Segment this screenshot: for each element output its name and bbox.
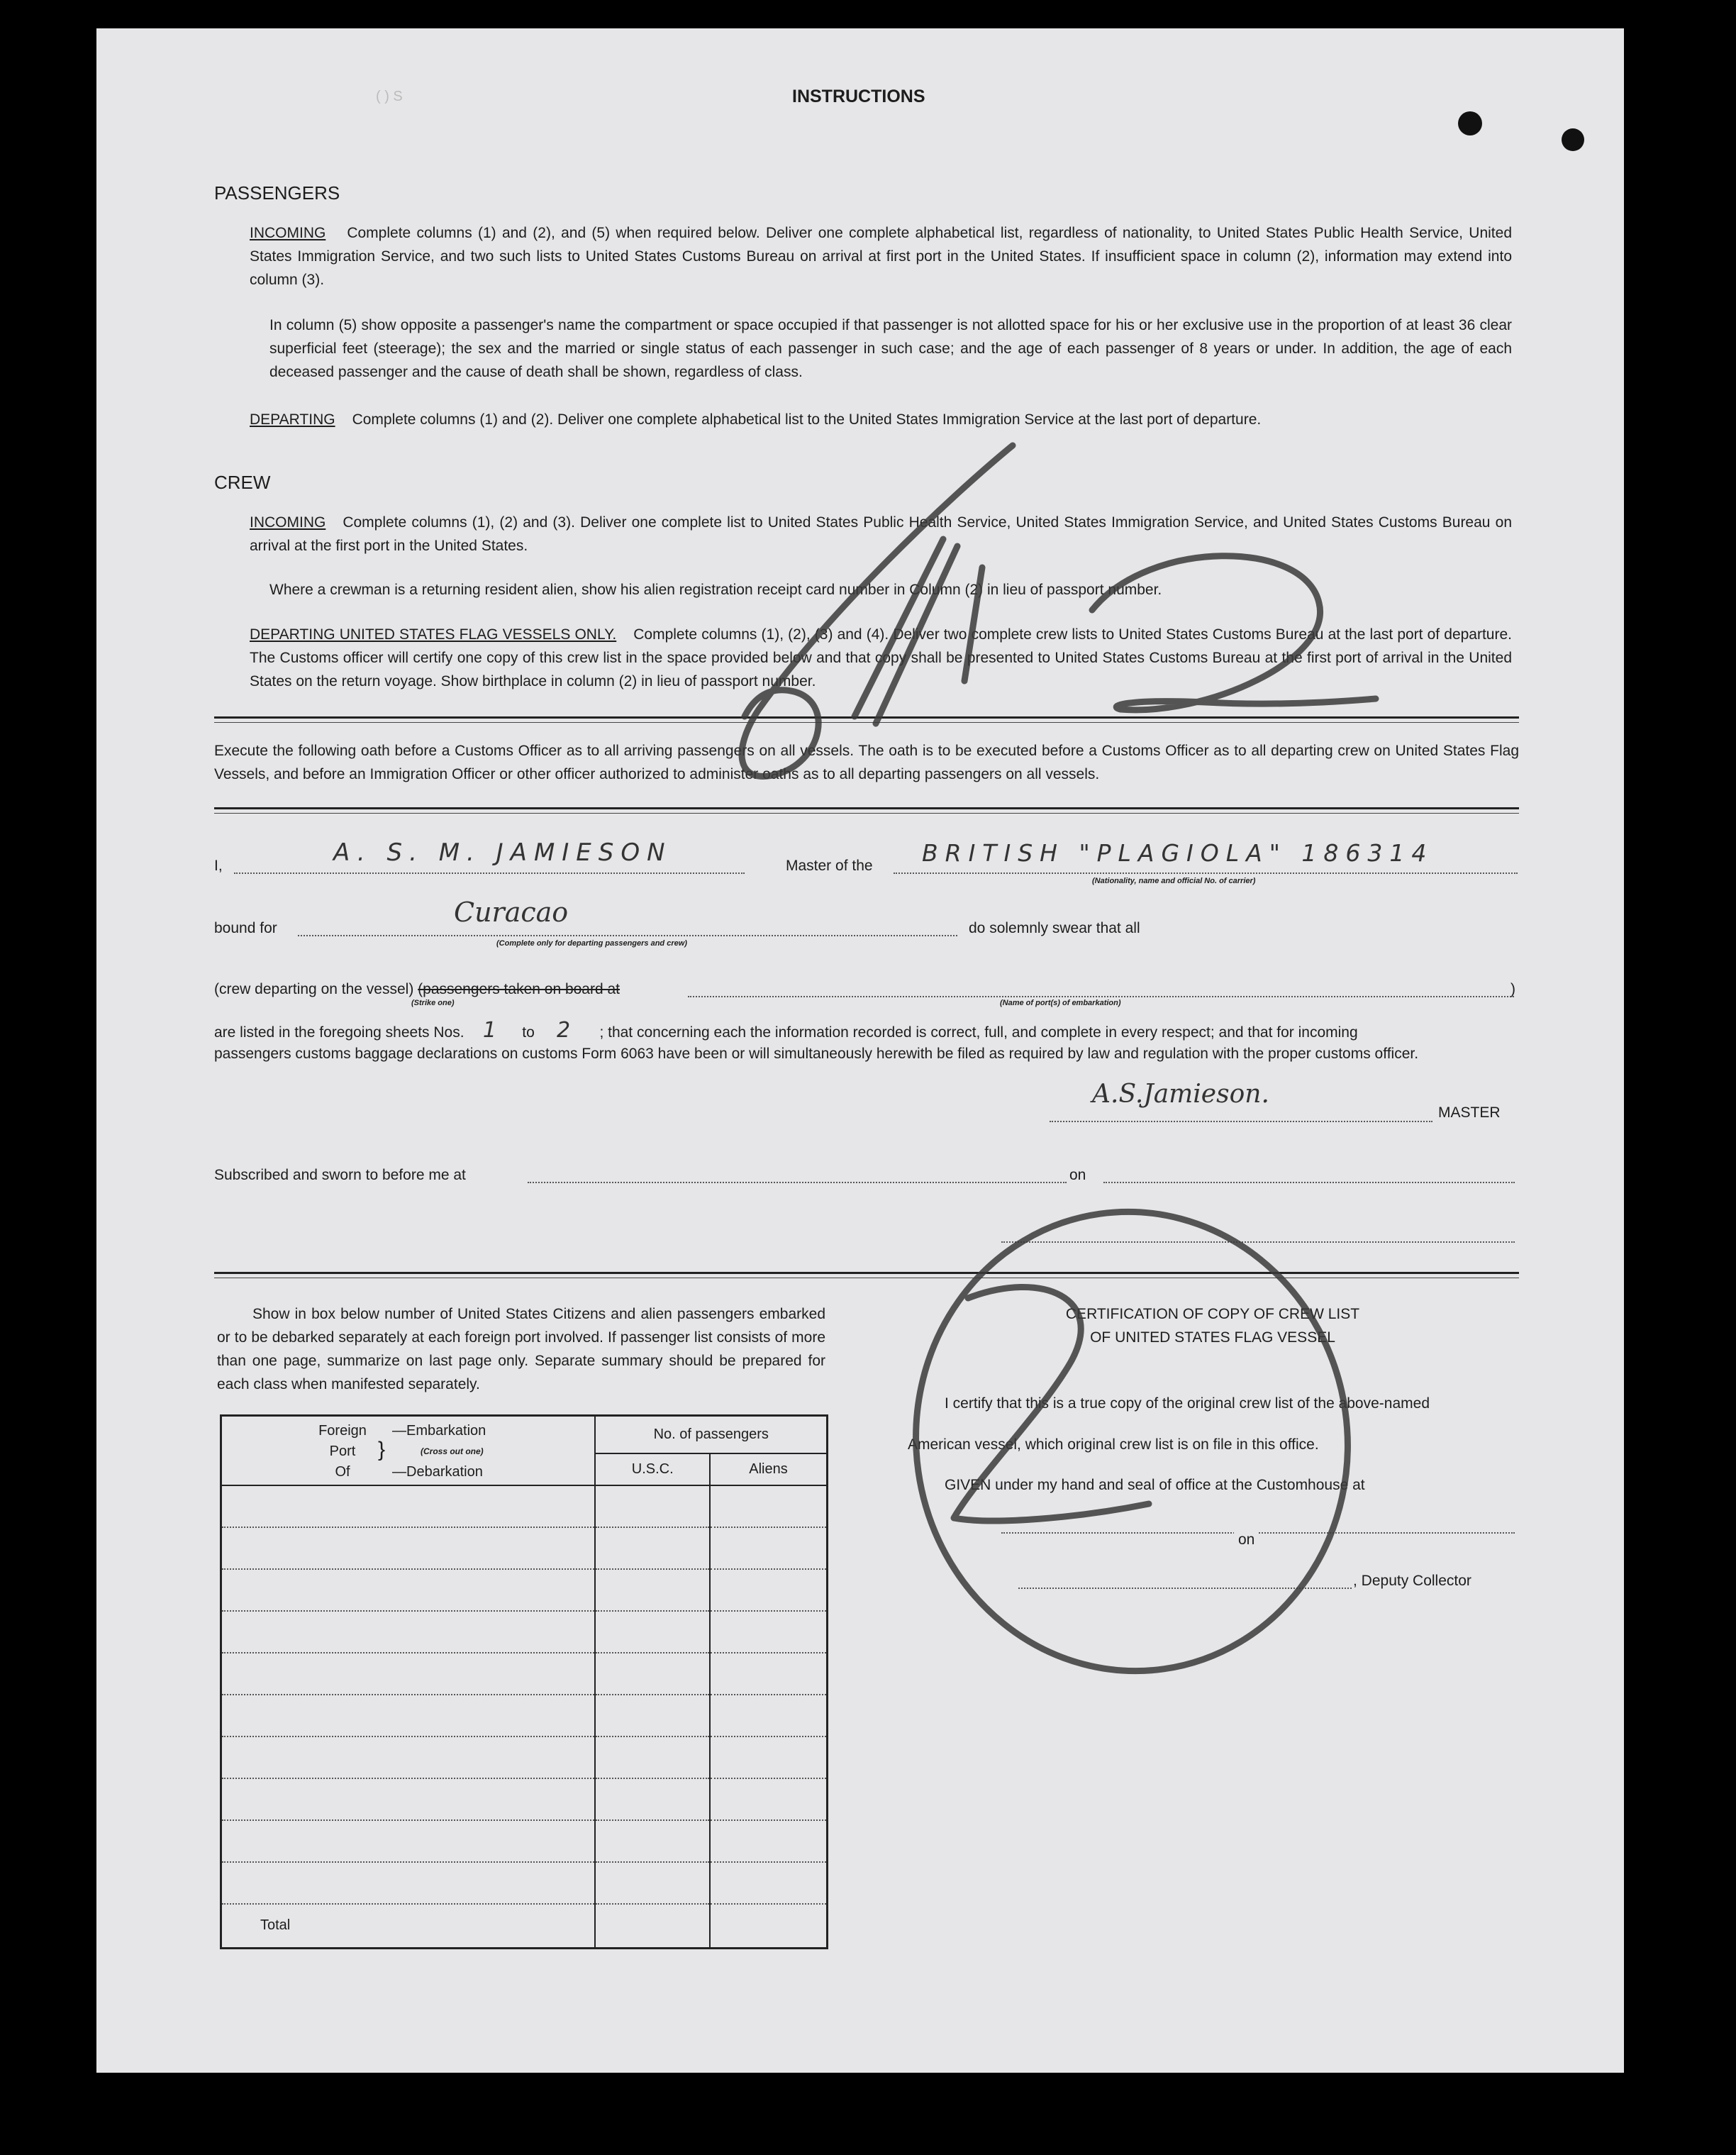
master-name: A. S. M. JAMIESON: [333, 838, 672, 867]
destination: Curacao: [454, 897, 569, 928]
total-aliens-cell[interactable]: [710, 1904, 828, 1948]
crew-incoming-label: INCOMING: [250, 514, 326, 531]
aliens-cell[interactable]: [710, 1653, 828, 1695]
crew-incoming: [250, 511, 1512, 558]
passengers-heading: PASSENGERS: [214, 182, 340, 204]
aliens-cell[interactable]: [710, 1736, 828, 1778]
certification-text-3: GIVEN under my hand and seal of office at the Customhouse at: [945, 1477, 1365, 1493]
cross-out-note: (Cross out one): [421, 1446, 484, 1456]
aliens-cell[interactable]: [710, 1820, 828, 1862]
passengers-departing: [250, 408, 1512, 431]
oath-i-label: I,: [214, 858, 223, 874]
passengers-struck-option: (passengers taken on board at: [418, 981, 621, 997]
subscribed-place-field[interactable]: [528, 1182, 1067, 1183]
signature-line[interactable]: [1050, 1121, 1432, 1122]
port-cell[interactable]: [221, 1485, 596, 1527]
port-cell[interactable]: [221, 1862, 596, 1904]
divider-2b: [214, 813, 1519, 814]
officer-signature-field[interactable]: [1001, 1241, 1515, 1243]
usc-header: U.S.C.: [595, 1453, 710, 1485]
port-cell[interactable]: [221, 1778, 596, 1820]
listed-line: [214, 1019, 1519, 1044]
divider-3: [214, 1272, 1519, 1274]
total-usc-cell[interactable]: [595, 1904, 710, 1948]
usc-cell[interactable]: [595, 1736, 710, 1778]
aliens-header: Aliens: [710, 1453, 828, 1485]
usc-cell[interactable]: [595, 1485, 710, 1527]
crew-departing-label: (crew departing on the vessel): [214, 981, 414, 997]
passengers-departing-label: DEPARTING: [250, 411, 335, 428]
crew-departing: [250, 623, 1512, 693]
crew-departing-text: Complete columns (1), (2), (3) and (4). Deliver two complete crew lists to United States Customs Bureau at the last port of departure. The Customs officer will certify one copy of this crew list in the space provided below and that copy shall be presented to United States Customs Bureau at the first port of arrival in the United States on the return voyage. Show birthplace in column (2) in lieu of passport number.: [250, 626, 1512, 689]
usc-cell[interactable]: [595, 1653, 710, 1695]
port-cell[interactable]: [221, 1527, 596, 1569]
aliens-cell[interactable]: [710, 1695, 828, 1736]
deputy-signature-field[interactable]: [1018, 1588, 1352, 1589]
aliens-cell[interactable]: [710, 1569, 828, 1611]
crew-incoming-text: Complete columns (1), (2) and (3). Deliver one complete list to United States Public Health Service, United States Immigration Service, and United States Customs Bureau on arrival at the first port in the United States.: [250, 514, 1512, 554]
port-cell[interactable]: [221, 1569, 596, 1611]
destination-caption: (Complete only for departing passengers and crew): [496, 939, 687, 948]
usc-cell[interactable]: [595, 1527, 710, 1569]
passengers-incoming-label: INCOMING: [250, 225, 326, 241]
subscribed-label: Subscribed and sworn to before me at: [214, 1167, 466, 1183]
no-passengers-header: No. of passengers: [595, 1416, 827, 1453]
usc-cell[interactable]: [595, 1820, 710, 1862]
port-cell[interactable]: [221, 1611, 596, 1653]
subscribed-on-label: on: [1069, 1167, 1086, 1183]
col-foreign: Foreign: [318, 1423, 367, 1439]
vessel-caption: (Nationality, name and official No. of carrier): [1092, 877, 1256, 885]
aliens-cell[interactable]: [710, 1485, 828, 1527]
listed-label: are listed in the foregoing sheets Nos.: [214, 1024, 464, 1041]
usc-cell[interactable]: [595, 1862, 710, 1904]
sheet-to: 2: [557, 1018, 578, 1043]
crew-heading: CREW: [214, 472, 271, 493]
punch-hole-right: [1562, 128, 1584, 151]
passenger-summary-table: [220, 1414, 828, 1949]
usc-cell[interactable]: [595, 1695, 710, 1736]
bound-for-label: bound for: [214, 920, 277, 936]
aliens-cell[interactable]: [710, 1527, 828, 1569]
passengers-incoming: [250, 221, 1512, 292]
strike-caption: (Strike one): [411, 999, 455, 1007]
port-cell[interactable]: [221, 1695, 596, 1736]
port-cell[interactable]: [221, 1736, 596, 1778]
certification-heading-2: OF UNITED STATES FLAG VESSEL: [1090, 1329, 1335, 1346]
faint-note: ( ) S: [376, 89, 403, 104]
port-cell[interactable]: [221, 1820, 596, 1862]
crew-departing-label: DEPARTING UNITED STATES FLAG VESSELS ONLY.: [250, 626, 617, 643]
summary-instructions: Show in box below number of United States Citizens and alien passengers embarked or to be debarked separately at each foreign port involved. If passenger list consists of more than one page, summarize on last page only. Separate summary should be prepared for each class when manifested separately.: [217, 1306, 825, 1392]
usc-cell[interactable]: [595, 1569, 710, 1611]
master-signature: A.S.Jamieson.: [1092, 1080, 1269, 1109]
oath-text-1: ; that concerning each the information recorded is correct, full, and complete in every respect; and that for incoming: [599, 1024, 1358, 1041]
page-title: INSTRUCTIONS: [792, 87, 925, 106]
certification-heading-1: CERTIFICATION OF COPY OF CREW LIST: [1065, 1306, 1360, 1322]
aliens-cell[interactable]: [710, 1778, 828, 1820]
sheet-from: 1: [482, 1018, 503, 1043]
usc-cell[interactable]: [595, 1611, 710, 1653]
ports-caption: (Name of port(s) of embarkation): [1000, 999, 1121, 1007]
usc-cell[interactable]: [595, 1778, 710, 1820]
certification-on-label: on: [1234, 1528, 1259, 1551]
port-header-cell: [221, 1416, 596, 1486]
master-label: MASTER: [1438, 1104, 1501, 1121]
divider-1b: [214, 722, 1519, 723]
swear-label: do solemnly swear that all: [969, 920, 1140, 936]
divider-2: [214, 807, 1519, 809]
col-port: Port: [329, 1444, 356, 1459]
oath-text-2: passengers customs baggage declarations on customs Form 6063 have been or will simultaneously herewith be filed as required by law and regulation with the proper customs officer.: [214, 1046, 1419, 1062]
crew-alien: Where a crewman is a returning resident alien, show his alien registration receipt card number in Column (2) in lieu of passport number.: [269, 582, 1162, 598]
certification-heading: [908, 1302, 1518, 1349]
port-cell[interactable]: [221, 1653, 596, 1695]
aliens-cell[interactable]: [710, 1611, 828, 1653]
subscribed-date-field[interactable]: [1103, 1182, 1515, 1183]
master-name-field[interactable]: [234, 872, 745, 874]
debarkation-option[interactable]: —Debarkation: [392, 1464, 483, 1480]
passengers-column5: In column (5) show opposite a passenger's name the compartment or space occupied if that passenger is not allotted space for his or her exclusive use in the proportion of at least 36 clear superficial feet (steerage); the sex and the married or single status of each passenger in such case; and the age of each passenger of 8 years or under. In addition, the age of each deceased passenger and the cause of death shall be shown, regardless of class.: [269, 317, 1512, 380]
total-label: Total: [221, 1904, 596, 1948]
certification-text-2: American vessel, which original crew list is on file in this office.: [908, 1436, 1319, 1453]
embarkation-option[interactable]: —Embarkation: [392, 1423, 486, 1439]
vessel-name: BRITISH "PLAGIOLA" 186314: [922, 839, 1434, 867]
passengers-incoming-text: Complete columns (1) and (2), and (5) when required below. Deliver one complete alphabetical list, regardless of nationality, to United States Public Health Service, United States Immigration Service, and two such lists to United States Customs Bureau on arrival at first port in the United States. If insufficient space in column (2), information may extend into column (3).: [250, 225, 1512, 288]
passengers-departing-text: Complete columns (1) and (2). Deliver one complete alphabetical list to the United States Immigration Service at the last port of departure.: [352, 411, 1262, 428]
master-of-label: Master of the: [786, 858, 873, 874]
aliens-cell[interactable]: [710, 1862, 828, 1904]
certification-text-1: I certify that this is a true copy of the original crew list of the above-named: [945, 1395, 1430, 1412]
divider-1: [214, 716, 1519, 719]
deputy-collector-label: , Deputy Collector: [1353, 1573, 1471, 1589]
col-of: Of: [335, 1464, 350, 1480]
brace-icon: }: [378, 1438, 386, 1461]
to-label: to: [522, 1024, 535, 1041]
punch-hole-left: [1458, 111, 1482, 135]
oath-intro: Execute the following oath before a Customs Officer as to all arriving passengers on all vessels. The oath is to be executed before a Customs Officer as to all departing crew on United States Flag Vessels, and before an Immigration Officer or other officer authorized to administer oaths as to all departing passengers on all vessels.: [214, 743, 1519, 782]
close-paren: ): [1510, 981, 1515, 997]
